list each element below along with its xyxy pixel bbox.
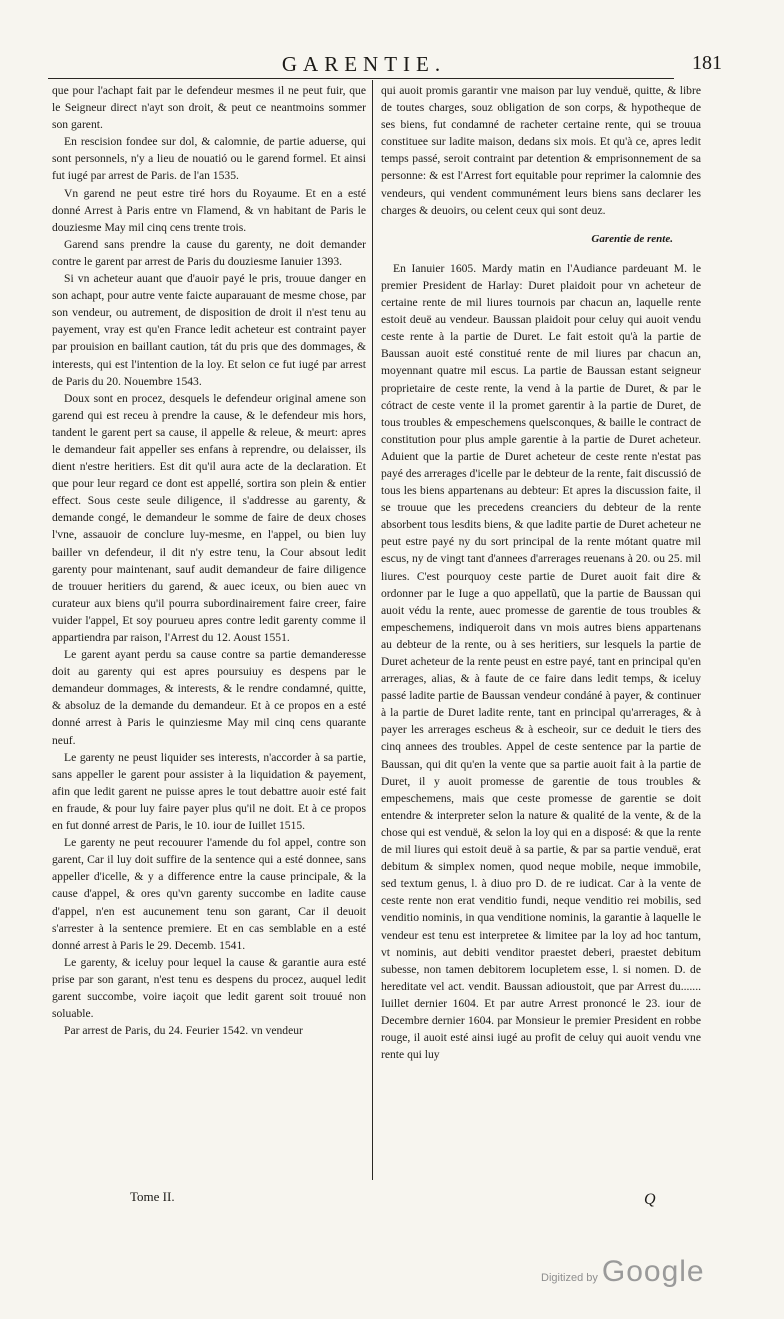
- digitized-by-text: Digitized by: [541, 1272, 598, 1284]
- volume-label: Tome II.: [130, 1189, 175, 1204]
- paragraph: Le garent ayant perdu sa cause contre sa partie demanderesse doit au garenty qui est apres poursuiuy es despens par le demandeur dommages, & interests, & le rendre condamné, quitte, & absoluz de la demande du demandeur. Et à ce propos en a esté donné arrest à Paris le quinziesme May mil cinq cens quarante neuf.: [52, 648, 366, 747]
- running-title: GARENTIE.: [281, 52, 447, 76]
- catchword: Q: [644, 1191, 656, 1208]
- paragraph: Par arrest de Paris, du 24. Feurier 1542. vn vendeur: [64, 1024, 303, 1038]
- page-header: [50, 52, 722, 80]
- paragraph: Garend sans prendre la cause du garenty, ne doit demander contre le garent par arrest de Paris du douziesme Ianuier 1393.: [52, 237, 366, 268]
- paragraph: En Ianuier 1605. Mardy matin en l'Audiance pardeuant M. le premier President de Harlay: Duret plaidoit pour vn acheteur de certaine rente de mil liures tournois par chacun an, laquelle rente estoit deuë au vendeur. Baussan plaidoit pour celuy qui auoit vendu ceste rente à la partie de Duret. Le fait estoit qu'à la partie de Baussan auoit esté constitué rente de mil liures par chacun an, moyennant quatre mil escus. La partie de Baussan estant seigneur proprietaire de ceste rente, la vend à la partie de Duret, & par le cótract de ceste vente il la promet garentir à la partie de Duret, de tous troubles & empeschemens quelsconques, & baille le contract de constitution pour plus ample garentie à la partie de Duret acheteur. Aduient que la partie de Duret acheteur de ceste rente n'estat pas payé des arrerages d'icelle par le debteur de la rente, fait discussió de tous les biens appartenans au debteur: Et apres la discussion faite, il se trouue que les precedens creanciers du debteur de la rente absorbent tous lesdits biens, & que ladite partie de Duret acheteur ne peut estre payé ny du sort principal de la rente mótant quatre mil escus, ny de vingt tant d'annees d'arrerages reuenans à 20. ou 25. mil liures. C'est pourquoy ceste partie de Duret auoit fait dire & ordonner par le Iuge a quo appellatũ, que la partie de Baussan qui auoit védu la rente, auec promesse de garentie de tous troubles & empeschemens, indiqueroit dans vn mois autres biens appartenans au debteur de la rente, ou à ses heritiers, sur lesquels la partie de Duret acheteur de la rente peust en estre payé, tant en principal qu'en arrerages, alias, & à faute de ce faire dans ledit temps, & iceluy passé ladite partie de Baussan vendeur condáné à payer, & continuer à la partie de Duret ladite rente, tant en principal qu'arrerages, & à payer les arrerages escheus & à escheoir, sur ce deduit le tiers des cinq annees des troubles. Appel de ceste sentence par la partie de Baussan, qui dit qu'en la vente que sa partie auoit fait à la partie de Duret, il y auoit promesse de garentie de tous troubles & empeschemens, mais que ceste promesse de garentie se doit entendre & interpreter selon la nature & qualité de la vente, & de la chose qui est venduë, & selon la loy qui en a disposé: & que la rente de mil liures qui estoit deuë à sa partie, & par sa partie venduë, erat debitum & simplex nomen, quod neque mobile, neque immobile, sed textum genus, l. à diuo pro D. de re iudicat. Car à la vente de ceste rente non erat venditio fundi, neque venditio rei mobilis, sed venditio nominis, in qua venditione nominis, la garantie à laquelle le vendeur est tenu est interpretee & limitee par la loy ad hoc tantum, vt nominis, aut debiti venditor praestet deberi, praestet debitum subesse, non tamen debitorem locupletem esse, l. si nomen. D. de hereditate vel act. vendit. Baussan adioustoit, que par Arrest du....... Iuillet dernier 1604. Et par autre Arrest prononcé le 23. iour de Decembre dernier 1604. par Monsieur le premier President en robbe rouge, il auoit esté ainsi iugé au profit de celuy qui auoit vendu vne rente qui luy: [381, 261, 701, 1062]
- left-column: [52, 82, 366, 1039]
- paragraph: Doux sont en procez, desquels le defendeur original amene son garend qui est receu à prendre la cause, & le defendeur mis hors, tandent le garent pert sa cause, il appelle & releue, & meurt: apres le demandeur fait appeller ses enfans à reprendre, ou delaisser, ils dient n'estre heritiers. Est dit qu'il aura acte de la declaration. Et que pour leur regard ce dont est appellé, sortira son plein & entier effect. Sous ceste seule diligence, il s'addresse au garenty, & demande congé, le demandeur le somme de faire de deux choses l'vne, assauoir de conclure luy-mesme, en l'appel, ou bien luy bailler vn defendeur, il dit n'y estre tenu, la Cour absout ledit garenty pour maintenant, sauf audit demandeur de faire diligence de trouuer heritiers du garend, & auec iceux, ou bien auec vn curateur aux biens qu'il pourra subordinairement faire creer, faire vuider l'appel, Et soy pourueu apres contre ledit garenty comme il appartiendra par raison, l'Arrest du 12. Aoust 1551.: [52, 391, 366, 644]
- header-rule: [48, 78, 674, 79]
- column-divider: [372, 80, 373, 1180]
- paragraph: qui auoit promis garantir vne maison par luy venduë, quitte, & libre de toutes charges, souz obligation de son corps, & hypotheque de ses biens, fut condamné de racheter certaine rente, qui se trouua constituee sur ladite maison, dedans six mois. Et qu'à ce, apres ledit temps passé, seroit contraint par detention & emprisonnement de sa personne: & est l'Arrest fort equitable pour reprimer la calomnie des vendeurs, qui vendent communément leurs biens sans declarer les charges & deuoirs, ou celent ceux qui sont deuz.: [381, 84, 701, 217]
- paragraph: Le garenty ne peut recouurer l'amende du fol appel, contre son garent, Car il luy doit suffire de la sentence qui a esté donnee, sans appeller d'icelle, & y a difference entre la cause principale, & la cause d'appel, & ores qu'vn garenty succombe en ladite cause d'appel, n'en est aucunement tenu son garant, Car il deuoit s'arrester à la sentence premiere. Et en cas semblable en a esté donné arrest à Paris le 29. Decemb. 1541.: [52, 836, 366, 952]
- paragraph: Le garenty, & iceluy pour lequel la cause & garantie aura esté prise par son garant, n'est tenu es despens du procez, auquel ledit garent succombe, voire iaçoit que ledit garent soit trouué non soluable.: [52, 955, 366, 1021]
- paragraph: que pour l'achapt fait par le defendeur mesmes il ne peut fuir, que le Seigneur direct n'ayt son droit, & peut ce neantmoins sommer son garent.: [52, 84, 366, 132]
- digitized-by-watermark: [541, 1255, 705, 1289]
- section-heading: Garentie de rente.: [591, 232, 673, 245]
- paragraph: Si vn acheteur auant que d'auoir payé le pris, trouue danger en son achapt, pour autre vente faicte auparauant de mesme chose, par son vendeur, ou autrement, de disposition de droit il n'est tenu au payement, vray est qu'en France ledit acheteur est contraint payer par prouision en baillant caution, tát du pris que des dommages, & interests, qui est l'intention de la loy. Et selon ce fut iugé par arrest de Paris du 20. Nouembre 1543.: [52, 272, 366, 388]
- right-column: [381, 82, 701, 1063]
- paragraph: En rescision fondee sur dol, & calomnie, de partie aduerse, qui sont personnels, n'y a lieu de nouatió ou le garend formel. Et ainsi fut iugé par arrest de Paris. de l'an 1535.: [52, 135, 366, 183]
- page-number: 181: [692, 52, 722, 74]
- google-logo: Google: [601, 1255, 705, 1288]
- paragraph: Le garenty ne peust liquider ses interests, n'accorder à sa partie, sans appeller le garent pour assister à la liquidation & payement, afin que ledit garent ne puisse apres le tout debattre auoir esté fait en fraude, & pour luy faire payer plus qu'il ne doit. Et à ce propos en fut donné arrest de Paris, le 10. iour de Iuillet 1515.: [52, 750, 366, 833]
- paragraph: Vn garend ne peut estre tiré hors du Royaume. Et en a esté donné Arrest à Paris entre vn Flamend, & vn habitant de Paris le douziesme May mil cinq cens trente trois.: [52, 186, 366, 234]
